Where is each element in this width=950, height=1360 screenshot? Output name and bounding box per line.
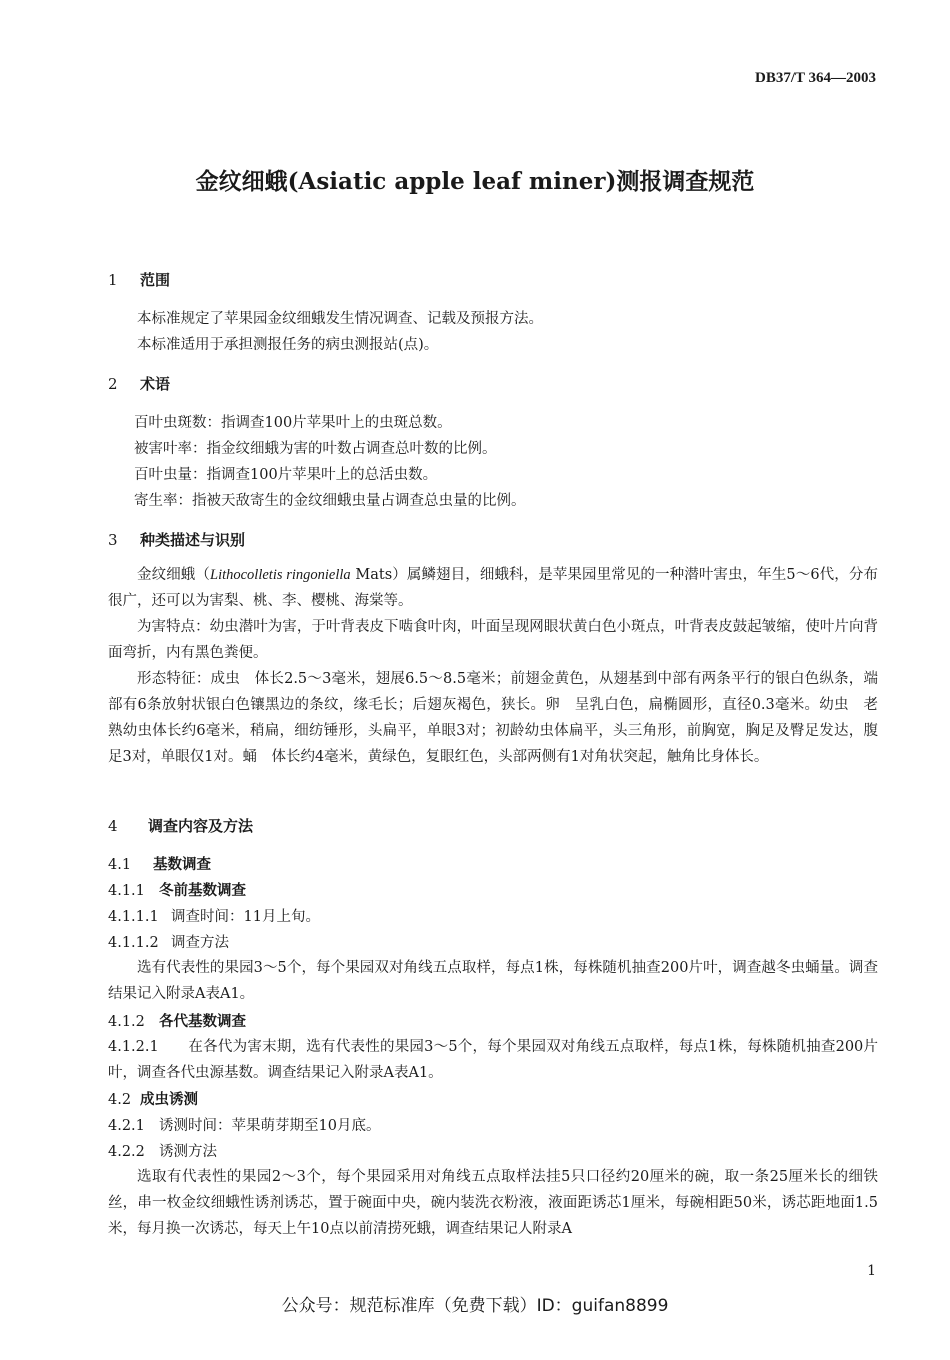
clause-number: 4.1 [108,857,132,873]
clause-title: 基数调查 [153,856,211,873]
footer-watermark: 公众号：规范标准库（免费下载）ID：guifan8899 [281,1296,669,1316]
heading-4-1-1-1 [108,905,320,926]
term-line-1: 百叶虫斑数：指调查100片苹果叶上的虫斑总数。 [134,415,452,431]
clause-title: 冬前基数调查 [159,882,246,899]
clause-number: 4.2.1 [108,1118,145,1134]
clause-text: 诱测方法 [159,1144,217,1160]
clause-text: 诱测时间：苹果萌芽期至10月底。 [159,1118,381,1134]
term-line-2: 被害叶率：指金纹细蛾为害的叶数占调查总叶数的比例。 [134,441,497,457]
term-line-4: 寄生率：指被天敌寄生的金纹细蛾虫量占调查总虫量的比例。 [134,493,526,509]
s3-paragraph-1 [108,562,878,614]
section-title: 调查内容及方法 [148,817,254,835]
section-number: 1 [108,271,118,289]
document-title: 金纹细蛾(Asiatic apple leaf miner)测报调查规范 [195,168,755,195]
s3-paragraph-2: 为害特点：幼虫潜叶为害，于叶背表皮下啮食叶肉，叶面呈现网眼状黄白色小斑点，叶背表皮鼓起皱缩，使叶片向背面弯折，内有黑色粪便。 [108,619,878,661]
section-number: 3 [108,531,118,549]
heading-4-1-1 [108,879,246,900]
section-number: 4 [108,817,118,835]
section-2-heading [108,373,170,394]
section-title: 术语 [140,375,171,393]
clause-number: 4.1.1.1 [108,909,159,925]
heading-4-2-2 [108,1140,217,1161]
section-4-heading [108,815,253,836]
s3-paragraph-3: 形态特征：成虫 体长2.5～3毫米，翅展6.5～8.5毫米；前翅金黄色，从翅基到中部有两条平行的银白色纵条，端部有6条放射状银白色镶黑边的条纹，缘毛长；后翅灰褐色，狭长。卵 呈乳白色，扁椭圆形，直径0.3毫米。幼虫 老熟幼虫体长约6毫米，稍扁，细纺锤形，头扁平，单眼3对；初龄幼虫体扁平，头三角形，前胸宽，胸足及臀足发达，腹足3对，单眼仅1对。蛹 体长约4毫米，黄绿色，复眼红色，头部两侧有1对角状突起，触角比身体长。 [108,671,878,765]
clause-number: 4.1.1.2 [108,935,159,951]
s4121-paragraph: 4.1.2.1 在各代为害末期，选有代表性的果园3～5个，每个果园双对角线五点取样，每点1株，每株随机抽查200片叶，调查各代虫源基数。调查结果记入附录A表A1。 [108,1039,878,1081]
section-1-heading [108,269,170,290]
heading-4-2-1 [108,1114,380,1135]
heading-4-2 [108,1088,198,1109]
clause-number: 4.1.2 [108,1014,145,1030]
standard-number: DB37/T 364—2003 [755,70,876,86]
clause-text: 调查方法 [171,935,229,951]
section-3-heading [108,529,245,550]
term-line-3: 百叶虫量：指调查100片苹果叶上的总活虫数。 [134,467,438,483]
s422-paragraph: 选取有代表性的果园2～3个，每个果园采用对角线五点取样法挂5只口径约20厘米的碗，取一条25厘米长的细铁丝，串一枚金纹细蛾性诱剂诱芯，置于碗面中央，碗内装洗衣粉液，液面距诱芯1厘米，每碗相距50米，诱芯距地面1.5米，每月换一次诱芯，每天上午10点以前清捞死蛾，调查结果记人附录A [108,1169,878,1237]
heading-4-1 [108,853,211,874]
s1-line-1: 本标准规定了苹果园金纹细蛾发生情况调查、记载及预报方法。 [137,311,543,327]
clause-title: 各代基数调查 [159,1013,246,1030]
heading-4-1-2 [108,1010,246,1031]
s3-p1-post: Mats）属鳞翅目，细蛾科，是苹果园里常见的一种潜叶害虫，年生5～6代，分布很广，还可以为害梨、桃、李、樱桃、海棠等。 [108,567,878,609]
heading-4-1-1-2 [108,931,229,952]
clause-number: 4.2.2 [108,1144,145,1160]
section-title: 种类描述与识别 [140,531,246,549]
clause-text: 调查时间：11月上旬。 [171,909,320,925]
s1-line-2: 本标准适用于承担测报任务的病虫测报站(点)。 [137,337,439,353]
clause-number: 4.2 [108,1092,132,1108]
latin-name: Lithocolletis ringoniella [210,567,351,583]
page-number: 1 [867,1263,876,1279]
s4112-paragraph: 选有代表性的果园3～5个，每个果园双对角线五点取样，每点1株，每株随机抽查200片叶，调查越冬虫蛹量。调查结果记入附录A表A1。 [108,960,878,1002]
section-number: 2 [108,375,118,393]
clause-title: 成虫诱测 [140,1091,198,1108]
s3-p1-pre: 金纹细蛾（ [137,567,210,583]
clause-number: 4.1.1 [108,883,145,899]
section-title: 范围 [140,271,171,289]
